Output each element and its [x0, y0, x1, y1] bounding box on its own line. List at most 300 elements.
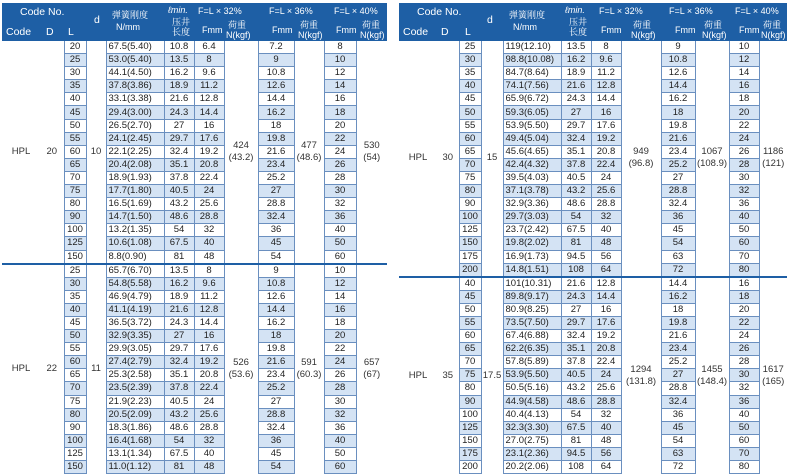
length-cell: 150: [459, 237, 481, 250]
length-cell: 55: [459, 316, 481, 329]
fmm-32-cell: 20.8: [194, 369, 224, 382]
fmm-36-cell: 36: [661, 211, 695, 224]
length-cell: 150: [64, 461, 86, 474]
spring-rate-cell: 10.6(1.08): [106, 237, 164, 250]
fmm-40-cell: 20: [729, 106, 759, 119]
fmm-32-label: Fmm: [202, 25, 223, 35]
length-cell: 65: [459, 343, 481, 356]
right-spec-table: [399, 41, 787, 474]
length-cell: 30: [64, 67, 86, 80]
fmm-40-cell: 14: [324, 80, 356, 93]
fmm-32-cell: 9.6: [591, 54, 621, 67]
length-cell: 50: [64, 119, 86, 132]
spring-rate-cell: 20.5(2.09): [106, 408, 164, 421]
fmm-32-cell: 24: [591, 171, 621, 184]
fmm-40-cell: 32: [729, 382, 759, 395]
fmm-32-cell: 8: [194, 264, 224, 278]
fmm-40-cell: 24: [324, 356, 356, 369]
spring-rate-cell: 45.6(4.65): [503, 145, 561, 158]
fmm-32-cell: 22.4: [194, 382, 224, 395]
spring-rate-cell: 32.3(3.30): [503, 421, 561, 434]
fmm-32-cell: 56: [591, 447, 621, 460]
f32-label: F=L × 32%: [599, 6, 643, 16]
fmm-36-cell: 19.8: [661, 316, 695, 329]
lmin-cell: 54: [164, 434, 194, 447]
spring-rate-cell: 18.9(1.93): [106, 171, 164, 184]
fmm-36-cell: 12.6: [258, 290, 294, 303]
load-kgf-value: (108.9): [696, 158, 728, 170]
lmin-cell: 48.6: [561, 395, 591, 408]
length-cell: 80: [459, 185, 481, 198]
length-cell: 50: [64, 330, 86, 343]
outer-diameter-cell: 30: [442, 152, 454, 164]
fmm-32-cell: 28.8: [591, 198, 621, 211]
fmm-36-cell: 16.2: [258, 106, 294, 119]
fmm-36-cell: 9: [258, 264, 294, 278]
lmin-cell: 37.8: [164, 382, 194, 395]
code-no-label: Code No.: [417, 6, 462, 18]
length-cell: 100: [64, 434, 86, 447]
spring-rate-cell: 44.9(4.58): [503, 395, 561, 408]
lmin-cell: 27: [164, 330, 194, 343]
fmm-40-cell: 16: [324, 93, 356, 106]
length-cell: 90: [459, 395, 481, 408]
load-kgf-value: (165): [762, 375, 785, 387]
lmin-cell: 10.8: [164, 41, 194, 54]
spring-rate-cell: 29.4(3.00): [106, 106, 164, 119]
length-cell: 40: [459, 277, 481, 291]
fmm-40-cell: 12: [324, 277, 356, 290]
length-cell: 125: [459, 224, 481, 237]
lmin-cell: 54: [561, 211, 591, 224]
length-cell: 65: [64, 158, 86, 171]
fmm-36-cell: 9: [258, 54, 294, 67]
fmm-32-cell: 16: [591, 106, 621, 119]
length-cell: 65: [459, 145, 481, 158]
f36-label: F=L × 36%: [669, 6, 713, 16]
lmin-cell: 35.1: [164, 369, 194, 382]
load-kgf-value: (54): [363, 151, 381, 163]
fmm-32-cell: 17.6: [591, 316, 621, 329]
fmm-32-cell: 20.8: [194, 158, 224, 171]
lmin-cell: 43.2: [561, 185, 591, 198]
fmm-40-cell: 70: [729, 447, 759, 460]
fmm-40-cell: 40: [729, 408, 759, 421]
fmm-40-cell: 10: [324, 264, 356, 278]
fmm-36-cell: 21.6: [661, 330, 695, 343]
code-cell: HPL: [408, 152, 428, 164]
fmm-40-cell: 16: [729, 277, 759, 291]
spring-rate-cell: 16.9(1.73): [503, 250, 561, 263]
length-cell: 200: [459, 263, 481, 277]
lmin-cell: 27: [561, 303, 591, 316]
lmin-cell: 37.8: [561, 356, 591, 369]
length-cell: 35: [64, 290, 86, 303]
load-cn-32-label: 荷重: [633, 20, 652, 30]
fmm-36-cell: 28.8: [661, 382, 695, 395]
spring-rate-cell: 42.4(4.32): [503, 158, 561, 171]
spring-rate-cell: 23.7(2.42): [503, 224, 561, 237]
spring-rate-cell: 29.7(3.03): [503, 211, 561, 224]
fmm-32-cell: 11.2: [194, 290, 224, 303]
length-cell: 40: [459, 80, 481, 93]
lmin-cell: 81: [164, 250, 194, 264]
load-36-cell: [294, 264, 324, 474]
spring-rate-cell: 119(12.10): [503, 41, 561, 54]
length-cell: 70: [64, 382, 86, 395]
spring-rate-cell: 73.5(7.50): [503, 316, 561, 329]
length-cell: 45: [64, 106, 86, 119]
lmin-cell: 43.2: [561, 382, 591, 395]
fmm-40-cell: 80: [729, 263, 759, 277]
wire-diameter-cell: 17.5: [481, 277, 503, 474]
length-cell: 60: [64, 145, 86, 158]
fmm-32-cell: 28.8: [591, 395, 621, 408]
load-kgf-value: (43.2): [228, 151, 254, 163]
spring-rate-cell: 84.7(8.64): [503, 67, 561, 80]
fmm-40-cell: 60: [729, 237, 759, 250]
spring-rate-cell: 62.2(6.35): [503, 343, 561, 356]
spring-rate-cell: 59.3(6.05): [503, 106, 561, 119]
fmm-40-cell: 24: [324, 145, 356, 158]
fmm-40-cell: 28: [324, 171, 356, 184]
fmm-36-cell: 19.8: [258, 343, 294, 356]
spring-rate-cell: 33.1(3.38): [106, 93, 164, 106]
spring-rate-cell: 11.0(1.12): [106, 461, 164, 474]
fmm-40-cell: 40: [324, 224, 356, 237]
fmm-40-cell: 70: [729, 250, 759, 263]
length-cell: 125: [64, 237, 86, 250]
spring-rate-cell: 89.8(9.17): [503, 290, 561, 303]
fmm-36-cell: 28.8: [661, 185, 695, 198]
length-cell: 30: [459, 54, 481, 67]
fmm-40-label: Fmm: [336, 25, 357, 35]
length-cell: 100: [64, 224, 86, 237]
fmm-40-cell: 32: [729, 185, 759, 198]
spring-rate-cell: 27.4(2.79): [106, 356, 164, 369]
spring-rate-cell: 24.1(2.45): [106, 132, 164, 145]
fmm-36-cell: 28.8: [258, 408, 294, 421]
length-cell: 55: [64, 132, 86, 145]
load-cn-40-label: 荷重: [362, 20, 381, 30]
length-cell: 125: [459, 421, 481, 434]
code-no-label: Code No.: [20, 6, 65, 18]
fmm-36-cell: 18: [258, 330, 294, 343]
fmm-36-label: Fmm: [272, 25, 293, 35]
load-value: 1186: [763, 146, 784, 158]
fmm-32-cell: 14.4: [591, 93, 621, 106]
spring-rate-cell: 21.9(2.23): [106, 395, 164, 408]
length-cell: 65: [64, 369, 86, 382]
load-value: 1067: [701, 146, 723, 158]
spring-rate-cell: 57.8(5.89): [503, 356, 561, 369]
lmin-cell: 18.9: [561, 67, 591, 80]
spring-rate-cell: 22.1(2.25): [106, 145, 164, 158]
spring-rate-cell: 39.5(4.03): [503, 171, 561, 184]
fmm-32-cell: 16: [194, 119, 224, 132]
lmin-cell: 13.5: [164, 264, 194, 278]
fmm-40-cell: 28: [324, 382, 356, 395]
fmm-36-cell: 27: [258, 395, 294, 408]
fmm-36-cell: 18: [661, 106, 695, 119]
lmin-cell: 81: [164, 461, 194, 474]
load-40-cell: [759, 41, 787, 277]
f40-label: F=L × 40%: [735, 6, 779, 16]
spring-rate-cell: 32.9(3.35): [106, 330, 164, 343]
code-label: Code: [6, 26, 32, 38]
f32-label: F=L × 32%: [198, 6, 242, 16]
fmm-40-cell: 18: [729, 93, 759, 106]
fmm-40-cell: 26: [324, 369, 356, 382]
fmm-36-cell: 16.2: [258, 316, 294, 329]
fmm-40-cell: 60: [324, 461, 356, 474]
spring-rate-cell: 49.4(5.04): [503, 132, 561, 145]
load-cn-32-label: 荷重: [228, 20, 247, 30]
length-cell: 75: [64, 185, 86, 198]
fmm-36-cell: 72: [661, 461, 695, 474]
fmm-36-cell: 54: [258, 250, 294, 264]
load-kgf-value: (53.6): [228, 369, 254, 381]
lmin-cell: 29.7: [164, 343, 194, 356]
lmin-cell: 29.7: [561, 119, 591, 132]
fmm-40-cell: 14: [729, 67, 759, 80]
load-value: 1294: [630, 363, 652, 375]
length-cell: 75: [459, 171, 481, 184]
fmm-36-cell: 32.4: [258, 421, 294, 434]
spring-rate-cell: 50.5(5.16): [503, 382, 561, 395]
code-cell: HPL: [399, 277, 437, 474]
length-cell: 55: [64, 343, 86, 356]
fmm-36-cell: 25.2: [258, 171, 294, 184]
lmin-cell: 16.2: [164, 277, 194, 290]
lmin-cell: 32.4: [164, 145, 194, 158]
fmm-40-cell: 18: [324, 316, 356, 329]
load-value: 526: [233, 357, 249, 369]
lmin-cell: 43.2: [164, 408, 194, 421]
d-outer-label: D: [46, 26, 54, 38]
lmin-cell: 21.6: [164, 303, 194, 316]
lmin-cell: 81: [561, 434, 591, 447]
spring-rate-cell: 19.8(2.02): [503, 237, 561, 250]
length-cell: 45: [459, 93, 481, 106]
fmm-40-cell: 10: [324, 54, 356, 67]
length-cell: 150: [64, 250, 86, 264]
fmm-40-cell: 24: [729, 330, 759, 343]
load-value: 530: [363, 139, 380, 151]
length-cell: 35: [459, 67, 481, 80]
fmm-40-cell: 36: [324, 421, 356, 434]
fmm-32-cell: 14.4: [194, 316, 224, 329]
lmin-cell: 54: [561, 408, 591, 421]
fmm-40-cell: 16: [729, 80, 759, 93]
spring-rate-cell: 13.1(1.34): [106, 447, 164, 460]
l-label: L: [465, 26, 471, 38]
d-outer-label: D: [441, 26, 449, 38]
spring-rate-cell: 67.4(6.88): [503, 330, 561, 343]
load-40-cell: [759, 277, 787, 474]
lmin-cell: 21.6: [561, 277, 591, 291]
fmm-32-cell: 17.6: [194, 343, 224, 356]
lmin-cell: 24.3: [561, 93, 591, 106]
spring-rate-cell: 65.9(6.72): [503, 93, 561, 106]
fmm-36-cell: 54: [661, 237, 695, 250]
fmm-40-cell: 26: [729, 343, 759, 356]
spring-rate-cell: 25.3(2.58): [106, 369, 164, 382]
length-cell: 90: [459, 198, 481, 211]
fmm-32-cell: 22.4: [194, 171, 224, 184]
fmm-36-cell: 25.2: [661, 158, 695, 171]
spring-rate-cn-label: 弹簧刚度: [112, 10, 149, 20]
load-value: 657: [363, 357, 380, 369]
load-unit-40-label: N(kgf): [761, 30, 786, 40]
spring-rate-unit-label: N/mm: [116, 22, 140, 32]
spring-rate-cell: 16.4(1.68): [106, 434, 164, 447]
fmm-36-cell: 63: [661, 447, 695, 460]
fmm-36-cell: 18: [661, 303, 695, 316]
fmm-32-cell: 32: [591, 408, 621, 421]
fmm-32-cell: 20.8: [591, 145, 621, 158]
load-value: 949: [633, 146, 649, 158]
fmm-36-cell: 14.4: [258, 303, 294, 316]
length-cell: 40: [64, 303, 86, 316]
wire-diameter-cell: 11: [86, 264, 106, 474]
lmin-cell: 29.7: [164, 132, 194, 145]
spring-rate-cell: 53.0(5.40): [106, 54, 164, 67]
lmin-cell: 24.3: [561, 290, 591, 303]
fmm-36-cell: 45: [258, 237, 294, 250]
lmin-cn2-label: 长度: [569, 27, 588, 37]
fmm-32-cell: 12.8: [591, 277, 621, 291]
load-kgf-value: (67): [363, 369, 381, 381]
fmm-32-cell: 14.4: [194, 106, 224, 119]
table-row: [399, 41, 787, 54]
fmm-40-cell: 50: [324, 447, 356, 460]
fmm-36-cell: 7.2: [258, 41, 294, 54]
length-cell: 100: [459, 408, 481, 421]
length-cell: 75: [459, 369, 481, 382]
load-value: 424: [233, 139, 249, 151]
spring-rate-cell: 13.2(1.35): [106, 224, 164, 237]
fmm-32-cell: 24: [591, 369, 621, 382]
fmm-32-cell: 12.8: [591, 80, 621, 93]
lmin-cell: 24.3: [164, 106, 194, 119]
spring-rate-cell: 54.8(5.58): [106, 277, 164, 290]
load-unit-32-label: N(kgf): [226, 30, 251, 40]
fmm-36-cell: 32.4: [661, 198, 695, 211]
fmm-40-cell: 22: [729, 316, 759, 329]
load-kgf-value: (131.8): [625, 375, 657, 387]
length-cell: 70: [459, 356, 481, 369]
lmin-cell: 40.5: [561, 171, 591, 184]
fmm-32-cell: 40: [194, 237, 224, 250]
fmm-40-cell: 40: [729, 211, 759, 224]
load-unit-32-label: N(kgf): [631, 30, 656, 40]
length-cell: 200: [459, 461, 481, 474]
fmm-36-cell: 45: [661, 224, 695, 237]
lmin-cell: 40.5: [164, 395, 194, 408]
fmm-40-cell: 12: [324, 67, 356, 80]
fmm-32-cell: 19.2: [591, 330, 621, 343]
lmin-cell: 32.4: [561, 330, 591, 343]
length-cell: 40: [64, 93, 86, 106]
lmin-cell: 27: [561, 106, 591, 119]
lmin-cell: 32.4: [164, 356, 194, 369]
fmm-32-cell: 48: [194, 461, 224, 474]
fmm-40-cell: 14: [324, 290, 356, 303]
lmin-cell: 108: [561, 461, 591, 474]
left-table-header: [2, 3, 387, 41]
fmm-40-cell: 12: [729, 54, 759, 67]
lmin-cn1-label: 压井: [569, 17, 588, 27]
fmm-36-cell: 23.4: [661, 145, 695, 158]
fmm-36-cell: 54: [258, 461, 294, 474]
spring-rate-cell: 18.3(1.86): [106, 421, 164, 434]
fmm-40-cell: 30: [324, 185, 356, 198]
lmin-cell: 48.6: [164, 211, 194, 224]
length-cell: 175: [459, 447, 481, 460]
fmm-32-cell: 8: [591, 41, 621, 54]
lmin-cell: 37.8: [164, 171, 194, 184]
fmm-32-cell: 56: [591, 250, 621, 263]
fmm-32-cell: 24: [194, 185, 224, 198]
f40-label: F=L × 40%: [334, 6, 378, 16]
lmin-cell: 29.7: [561, 316, 591, 329]
fmm-32-cell: 64: [591, 461, 621, 474]
fmm-32-cell: 48: [194, 250, 224, 264]
fmm-40-cell: 28: [729, 158, 759, 171]
fmm-32-cell: 22.4: [591, 356, 621, 369]
right-table-header: [399, 3, 787, 41]
fmm-36-cell: 10.8: [661, 54, 695, 67]
fmm-32-cell: 17.6: [591, 119, 621, 132]
length-cell: 25: [64, 264, 86, 278]
fmm-32-cell: 64: [591, 263, 621, 277]
fmm-36-cell: 36: [661, 408, 695, 421]
load-cn-40-label: 荷重: [763, 20, 782, 30]
load-cn-36-label: 荷重: [704, 20, 723, 30]
fmm-36-cell: 14.4: [661, 80, 695, 93]
outer-diameter-cell: 35: [437, 277, 459, 474]
length-cell: 100: [459, 211, 481, 224]
load-value: 477: [301, 139, 317, 151]
load-value: 1455: [701, 363, 723, 375]
fmm-36-cell: 32.4: [258, 211, 294, 224]
fmm-40-cell: 36: [729, 395, 759, 408]
lmin-cell: 37.8: [561, 158, 591, 171]
fmm-32-cell: 24: [194, 395, 224, 408]
lmin-cell: 67.5: [164, 237, 194, 250]
fmm-36-cell: 14.4: [258, 93, 294, 106]
fmm-40-cell: 40: [324, 434, 356, 447]
fmm-40-cell: 16: [324, 303, 356, 316]
fmm-40-cell: 10: [729, 41, 759, 54]
fmm-32-cell: 48: [591, 237, 621, 250]
length-cell: 70: [459, 158, 481, 171]
fmm-40-cell: 30: [729, 369, 759, 382]
length-cell: 90: [64, 211, 86, 224]
length-cell: 50: [459, 106, 481, 119]
fmm-36-cell: 25.2: [258, 382, 294, 395]
fmm-32-cell: 14.4: [591, 290, 621, 303]
fmm-36-cell: 9: [661, 41, 695, 54]
fmm-36-cell: 27: [258, 185, 294, 198]
fmm-32-cell: 11.2: [194, 80, 224, 93]
fmm-36-label: Fmm: [675, 25, 696, 35]
spring-rate-cell: 23.5(2.39): [106, 382, 164, 395]
fmm-32-cell: 9.6: [194, 277, 224, 290]
fmm-36-cell: 32.4: [661, 395, 695, 408]
fmm-36-cell: 14.4: [661, 277, 695, 291]
